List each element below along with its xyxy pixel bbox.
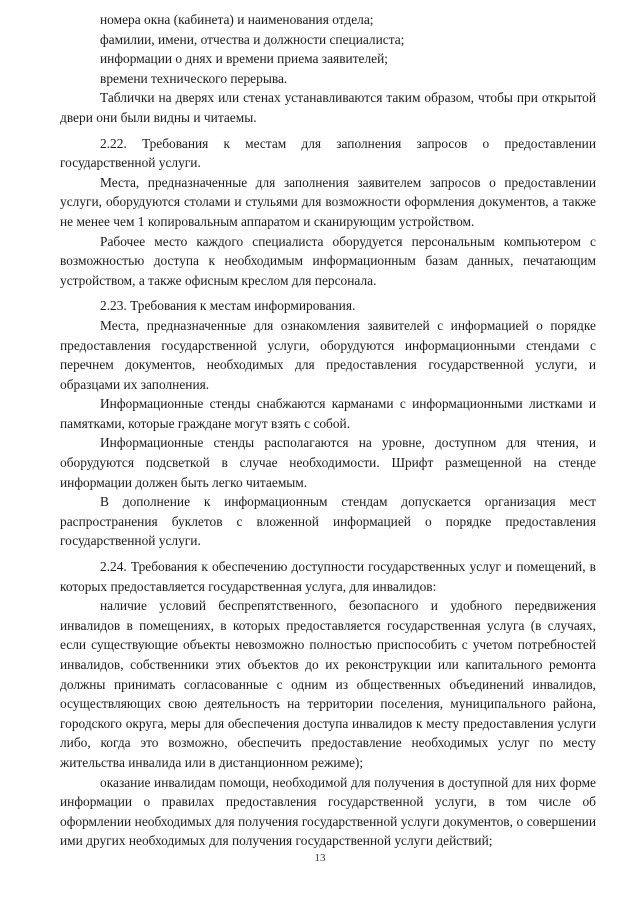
paragraph-info-stands-pockets: Информационные стенды снабжаются карманами с информационными листками и памятками, которые граждане могут взять с собой. [60, 396, 596, 431]
list-item-break-time: времени технического перерыва. [100, 70, 288, 86]
document-body [60, 10, 596, 851]
list-item-reception-days: информации о днях и времени приема заявителей; [100, 51, 388, 67]
paragraph-filling-places: Места, предназначенные для заполнения заявителем запросов о предоставлении услуги, оборудуются столами и стульями для возможности оформления документов, а также не менее чем 1 копировальным аппаратом и сканирующим устройством. [60, 174, 596, 229]
paragraph-booklets: В дополнение к информационным стендам допускается организация мест распространения буклетов с вложенной информацией о порядке предоставления государственной услуги. [60, 494, 596, 549]
section-heading-2-23: 2.23. Требования к местам информирования. [100, 298, 356, 314]
paragraph-assistance: оказание инвалидам помощи, необходимой для получения в доступной для них форме информации о правилах предоставления государственной услуги, в том числе об оформлении необходимых для получения государственной услуги документов, о совершении ими других необходимых для получения государственной услуги действий; [60, 774, 596, 849]
section-heading-2-22: 2.22. Требования к местам для заполнения запросов о предоставлении государственной услуги. [60, 135, 596, 171]
paragraph-info-stands-location: Информационные стенды располагаются на уровне, доступном для чтения, и оборудуются подсветкой в случае необходимости. Шрифт размещенной на стенде информации должен быть легко читаемым. [60, 435, 596, 490]
paragraph-accessibility-conditions: наличие условий беспрепятственного, безопасного и удобного передвижения инвалидов в помещениях, в которых предоставляется государственная услуга (в случаях, если существующие объекты невозможно полностью приспособить с учетом потребностей инвалидов, собственники этих объектов до их реконструкции или капитального ремонта должны принимать согласованные с одним из общественных объединений инвалидов, осуществляющих свою деятельность на территории поселения, муниципального района, городского округа, меры для обеспечения доступа инвалидов к месту предоставления услуги либо, когда это возможно, обеспечить предоставление необходимых услуг по месту жительства инвалида или в дистанционном режиме); [60, 598, 596, 770]
page-number: 13 [314, 852, 326, 864]
paragraph-info-places: Места, предназначенные для ознакомления заявителей с информацией о порядке предоставления государственной услуги, оборудуются информационными стендами с перечнем документов, необходимых для предоставления государственной услуги, и образцами их заполнения. [60, 317, 596, 392]
section-heading-2-24: 2.24. Требования к обеспечению доступности государственных услуг и помещений, в которых предоставляется государственная услуга, для инвалидов: [60, 559, 596, 594]
list-item-window-number: номера окна (кабинета) и наименования отдела; [100, 12, 374, 27]
paragraph-door-signs: Таблички на дверях или стенах устанавливаются таким образом, чтобы при открытой двери они были видны и читаемы. [60, 90, 596, 125]
paragraph-workplace: Рабочее место каждого специалиста оборудуется персональным компьютером с возможностью доступа к необходимым информационным базам данных, печатающим устройством, а также офисным креслом для персонала. [60, 233, 596, 288]
list-item-specialist-name: фамилии, имени, отчества и должности специалиста; [100, 31, 405, 47]
